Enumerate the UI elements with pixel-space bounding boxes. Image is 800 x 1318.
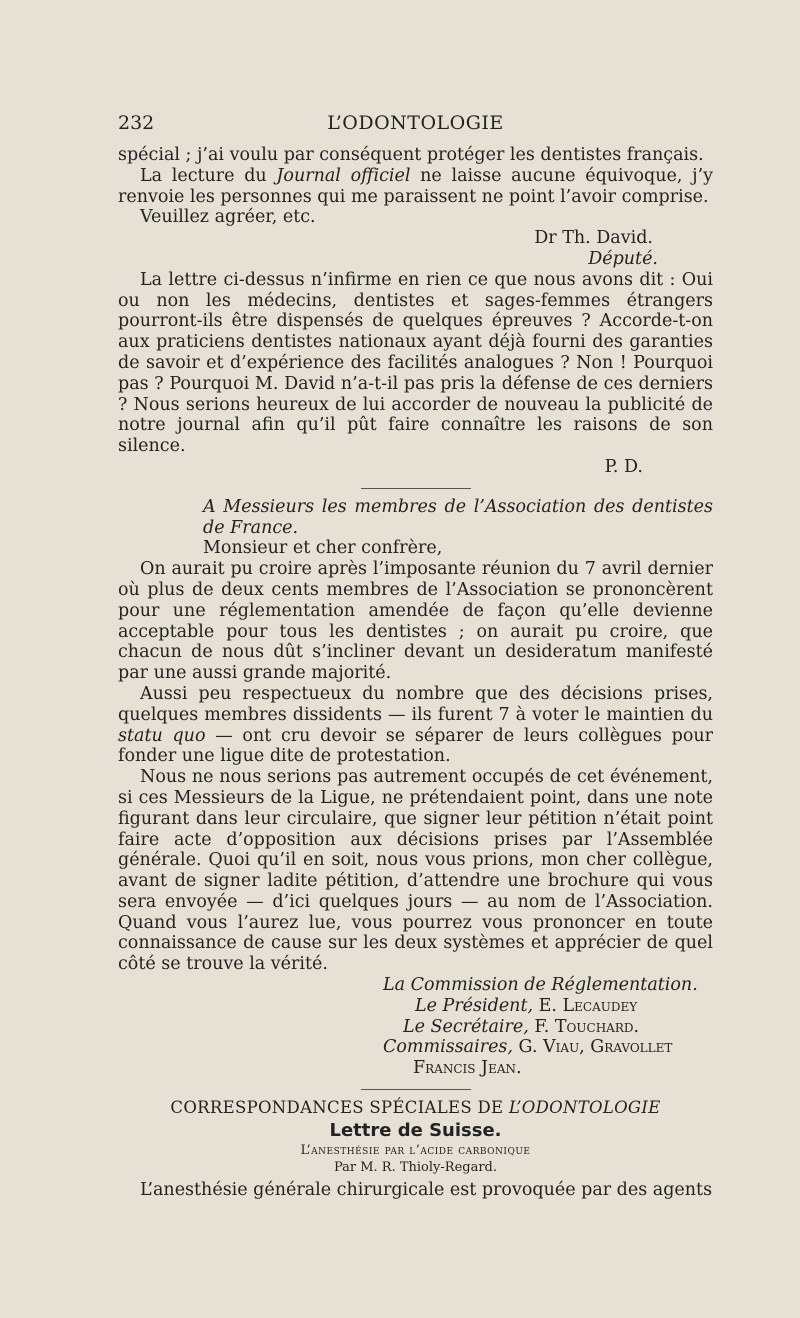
role-label: Le Président, — [415, 995, 534, 1016]
role-label: Le Secrétaire, — [403, 1016, 529, 1037]
text-run: CORRESPONDANCES SPÉCIALES DE — [170, 1098, 509, 1118]
text-run: La lecture du — [140, 165, 277, 186]
article-subtitle: L’anesthésie par l’acide carbonique — [300, 1142, 531, 1158]
commentary-paragraph: La lettre ci-dessus n’infirme en rien ce que nous avons dit : Oui ou non les médecins, dentistes et sages-femmes étrangers pourront-ils être dispensés de quelques épreuves ? Accorde-t-on aux praticiens dentistes nationaux ayant déjà fourni des garanties de savoir et d’expérience des facilités analogues ? Non ! Pourquoi pas ? Pourquoi M. David n’a-t-il pas pris la défense de ces derniers ? Nous serions heureux de lui accorder de nouveau la publicité de notre journal afin qu’il pût faire connaître les raisons de son silence. — [118, 269, 713, 457]
signature-name: Dr Th. David. — [534, 228, 653, 249]
journal-name: L’ODONTOLOGIE — [508, 1098, 661, 1118]
letter-address: A Messieurs les membres de l’Association des dentistes de France. — [203, 496, 713, 538]
page-body — [118, 145, 713, 1200]
letter-paragraph-3: Nous ne nous serions pas autrement occupés de cet événement, si ces Messieurs de la Ligue, ne prétendaient point, dans une note figurant dans leur circulaire, que signer leur pétition n’était point faire acte d’opposition aux décisions prises par l’Assemblée générale. Quoi qu’il en soit, nous vous prions, mon cher collègue, avant de signer ladite pétition, d’attendre une brochure qui vous sera envoyée — d’ici quelques jours — au nom de l’Association. Quand vous l’aurez lue, vous pourrez vous prononcer en toute connaissance de cause sur les deux systèmes et apprécier de quel côté se trouve la vérité. — [118, 767, 713, 975]
page-header — [118, 112, 713, 138]
letter-paragraph — [118, 166, 713, 208]
section-title — [118, 1098, 713, 1119]
journal-title: Journal officiel — [276, 165, 411, 186]
secretary-signature — [118, 1017, 713, 1038]
commission-name: La Commission de Réglementation. — [383, 975, 698, 996]
person-name: F. Touchard. — [534, 1016, 640, 1037]
section-divider — [361, 488, 471, 489]
statu-quo: statu quo — [118, 725, 206, 746]
text-run: — ont cru devoir se séparer de leurs collègues pour fonder une ligue dite de protestation. — [118, 725, 713, 767]
role-label: Commissaires, — [383, 1037, 513, 1058]
president-signature — [118, 996, 713, 1017]
running-title: L’ODONTOLOGIE — [327, 112, 504, 134]
letter-paragraph-2 — [118, 684, 713, 767]
person-name: E. Lecaudey — [538, 995, 638, 1016]
text-run: Aussi peu respectueux du nombre que des décisions prises, quelques membres dissidents — ils furent 7 à voter le maintien du — [118, 683, 713, 725]
author-initials: P. D. — [604, 456, 643, 477]
letter-continuation-line: spécial ; j’ai voulu par conséquent protéger les dentistes français. — [118, 145, 704, 165]
person-name: G. Viau, Gravollet — [518, 1037, 673, 1058]
letter-title: Lettre de Suisse. — [329, 1119, 502, 1141]
commissioner-last: Francis Jean. — [413, 1058, 522, 1079]
salutation: Monsieur et cher confrère, — [203, 538, 443, 559]
section-divider — [361, 1089, 471, 1090]
page-number: 232 — [118, 112, 155, 134]
byline: Par M. R. Thioly-Regard. — [333, 1159, 498, 1175]
article-first-line: L’anesthésie générale chirurgicale est provoquée par des agents — [140, 1179, 713, 1200]
commissioners-signature — [118, 1037, 713, 1058]
letter-closing: Veuillez agréer, etc. — [140, 207, 316, 228]
signature-title: Député. — [588, 248, 658, 269]
letter-paragraph-1: On aurait pu croire après l’imposante réunion du 7 avril dernier où plus de deux cents membres de l’Association se prononcèrent pour une réglementation amendée de façon qu’elle devienne acceptable pour tous les dentistes ; on aurait pu croire, que chacun de nous dût s’incliner devant un desideratum manifesté par une aussi grande majorité. — [118, 559, 713, 684]
text-run: ne laisse aucune équivoque, j’y renvoie les personnes qui me paraissent ne point l’avoir comprise. — [118, 165, 714, 207]
